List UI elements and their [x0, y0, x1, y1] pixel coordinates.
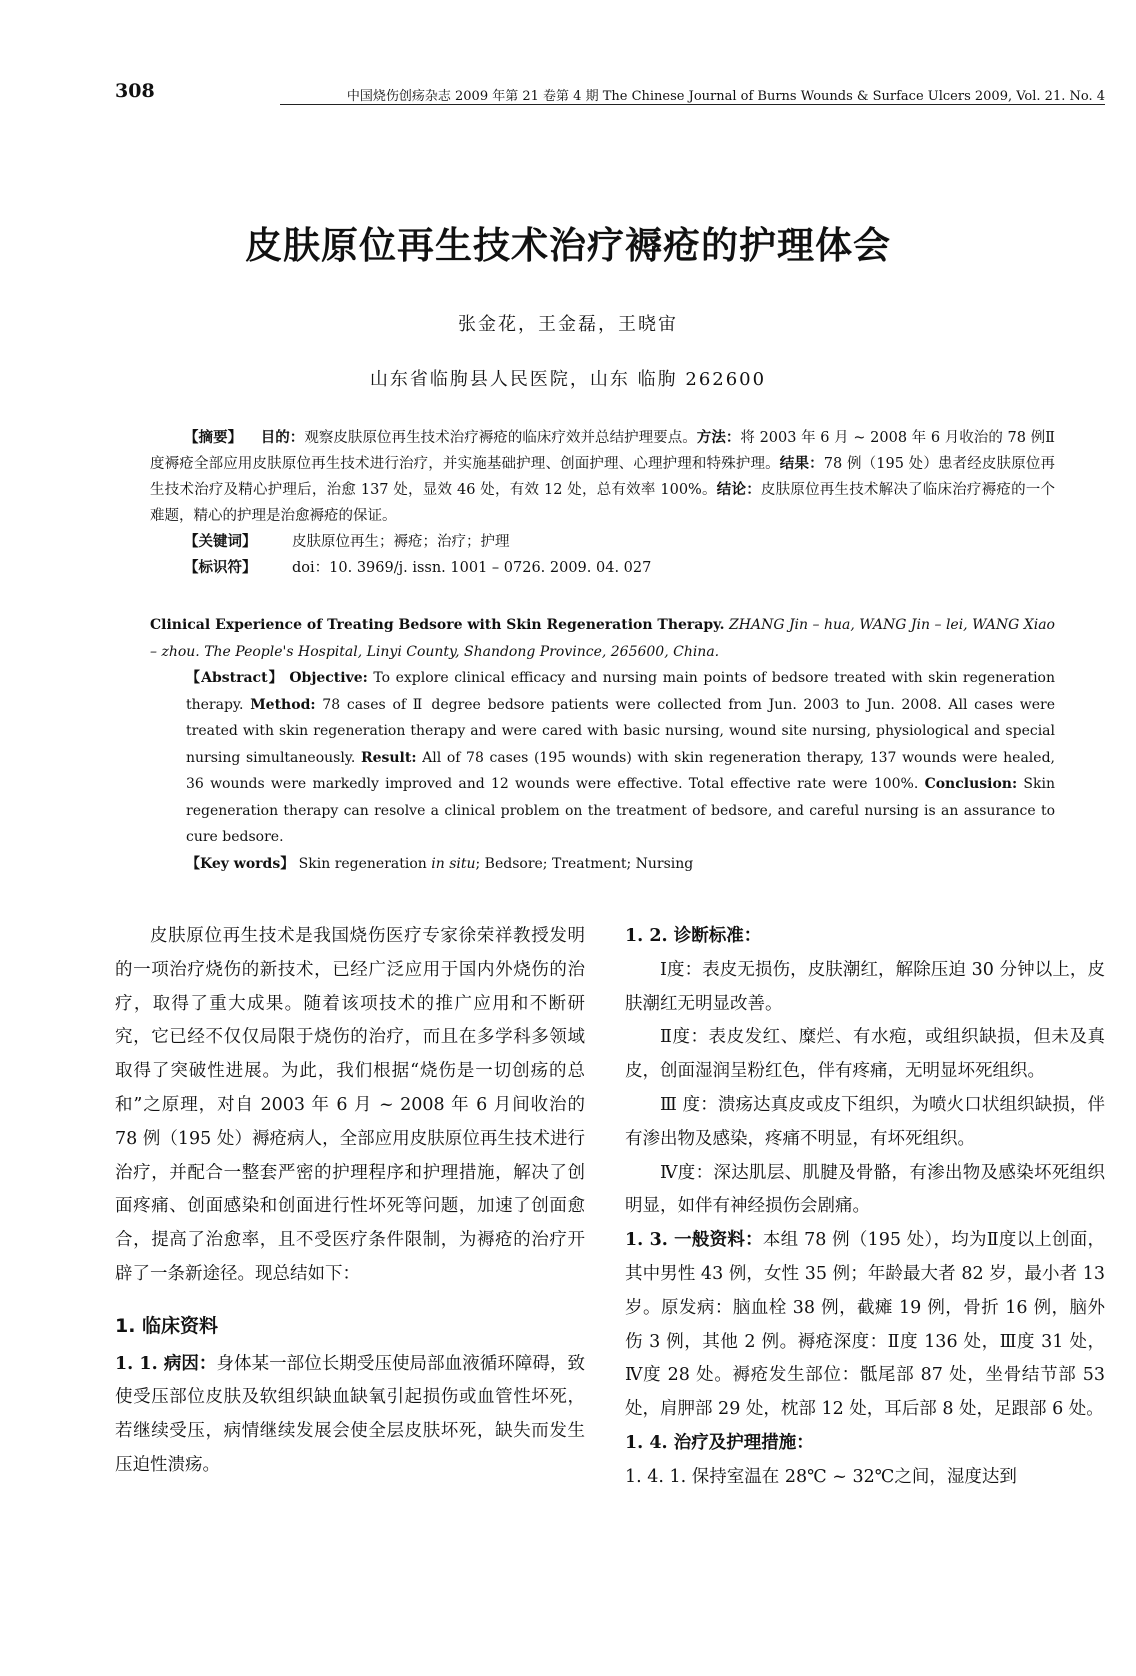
english-keywords-post: ; Bedsore; Treatment; Nursing [475, 855, 694, 872]
keywords-cn-row [184, 529, 1055, 555]
degree-3: Ⅲ 度：溃疡达真皮或皮下组织，为喷火口状组织缺损，伴有渗出物及感染，疼痛不明显，有坏死组织。 [625, 1094, 1105, 1149]
english-method: 78 cases of Ⅱ degree bedsore patients were collected from Jun. 2003 to Jun. 2008. All cases were treated with skin regeneration therapy and were cared with basic nursing, wound site nursing, physiological and special nursing simultaneously. [186, 696, 1055, 766]
keywords-cn-label: 【关键词】 [184, 533, 257, 550]
paper-title: 皮肤原位再生技术治疗褥疮的护理体会 [245, 224, 891, 267]
abstract-cn-label: 【摘要】 [184, 429, 243, 446]
affiliation: 山东省临朐县人民医院，山东 临朐 262600 [369, 369, 767, 390]
section-heading-clinical-data: 1. 临床资料 [115, 1314, 219, 1337]
abstract-cn-result: 78 例（195 处）患者经皮肤原位再生技术治疗及精心护理后，治愈 137 处，显效 46 处，有效 12 处，总有效率 100%。 [150, 456, 1055, 498]
paragraph-1-4-1: 1. 4. 1. 保持室温在 28℃ ~ 32℃之间，湿度达到 [625, 1466, 1017, 1487]
page-number: 308 [115, 80, 155, 102]
abstract-cn-body [150, 425, 1055, 529]
paragraph-general-data [625, 1224, 1105, 1427]
english-objective-label: Objective: [289, 670, 368, 686]
keywords-cn: 皮肤原位再生；褥疮；治疗；护理 [292, 534, 510, 550]
journal-citation: 中国烧伤创疡杂志 2009 年第 21 卷第 4 期 The Chinese Journal of Burns Wounds & Surface Ulcers 2009, Vol. 21. No. 4 [346, 89, 1105, 104]
degree-2: Ⅱ度：表皮发红、糜烂、有水疱，或组织缺损，但未及真皮，创面湿润呈粉红色，伴有疼痛，无明显坏死组织。 [625, 1027, 1105, 1082]
english-objective: To explore clinical efficacy and nursing main points of bedsore treated with skin regeneration therapy. [186, 670, 1056, 713]
treatment-label: 1. 4. 治疗及护理措施： [625, 1432, 814, 1453]
english-abstract-body [186, 665, 1055, 851]
etiology-label: 1. 1. 病因： [115, 1353, 217, 1374]
paragraph-etiology [115, 1348, 585, 1483]
abstract-cn-method-label: 方法： [696, 429, 741, 446]
abstract-cn-objective: 观察皮肤原位再生技术治疗褥疮的临床疗效并总结护理要点。 [304, 430, 697, 446]
english-keywords-pre: Skin regeneration [298, 855, 427, 872]
abstract-cn-conclusion: 皮肤原位再生技术解决了临床治疗褥疮的一个难题，精心的护理是治愈褥疮的保证。 [150, 482, 1056, 524]
abstract-cn-conclusion-label: 结论： [716, 481, 761, 498]
body-column-right [625, 920, 1105, 1495]
english-title: Clinical Experience of Treating Bedsore with Skin Regeneration Therapy. [150, 617, 725, 633]
english-authors: ZHANG Jin – hua, WANG Jin – lei, WANG Xiao – zhou. [150, 617, 1055, 660]
treatment-heading [625, 1427, 1105, 1461]
identifier-label: 【标识符】 [184, 559, 257, 576]
english-keywords-italic: in situ [431, 855, 476, 872]
doi: doi：10. 3969/j. issn. 1001 – 0726. 2009. 04. 027 [292, 560, 652, 576]
abstract-english [150, 612, 1055, 877]
header-rule [280, 104, 1105, 105]
english-abstract-label: 【Abstract】 [186, 670, 284, 686]
general-data-label: 1. 3. 一般资料： [625, 1230, 763, 1251]
running-header [115, 80, 1105, 106]
diagnosis-heading [625, 920, 1105, 954]
degree-1: Ⅰ度：表皮无损伤，皮肤潮红，解除压迫 30 分钟以上，皮肤潮红无明显改善。 [625, 959, 1105, 1014]
english-conclusion: Skin regeneration therapy can resolve a clinical problem on the treatment of bedsore, and careful nursing is an assurance to cure bedsore. [186, 776, 1055, 845]
abstract-cn-method: 将 2003 年 6 月 ~ 2008 年 6 月收治的 78 例Ⅱ度褥疮全部应用皮肤原位再生技术进行治疗，并实施基础护理、创面护理、心理护理和特殊护理。 [150, 430, 1056, 472]
authors: 张金花，王金磊，王晓宙 [458, 314, 678, 335]
body-column-left [115, 920, 585, 1483]
english-method-label: Method: [250, 696, 316, 713]
english-conclusion-label: Conclusion: [924, 776, 1018, 792]
english-keywords-label: 【Key words】 [186, 855, 295, 872]
abstract-cn-result-label: 结果： [779, 455, 824, 472]
abstract-chinese [150, 425, 1055, 581]
abstract-cn-objective-label: 目的： [260, 429, 305, 446]
english-result: All of 78 cases (195 wounds) with skin regeneration therapy, 137 wounds were healed, 36 wounds were markedly improved and 12 wounds were effective. Total effective rate were 100%. [186, 749, 1055, 792]
general-data-text: 本组 78 例（195 处），均为Ⅱ度以上创面，其中男性 43 例，女性 35 例；年龄最大者 82 岁，最小者 13 岁。原发病：脑血栓 38 例，截瘫 19 例，骨折 16 例，脑外伤 3 例，其他 2 例。褥疮深度：Ⅱ度 136 处，Ⅲ度 31 处，Ⅳ度 28 处。褥疮发生部位：骶尾部 87 处，坐骨结节部 53 处，肩胛部 29 处，枕部 12 处，耳后部 8 处，足跟部 6 处。 [625, 1230, 1105, 1420]
etiology-text: 身体某一部位长期受压使局部血液循环障碍，致使受压部位皮肤及软组织缺血缺氧引起损伤或血管性坏死，若继续受压，病情继续发展会使全层皮肤坏死，缺失而发生压迫性溃疡。 [115, 1353, 585, 1475]
diagnosis-label: 1. 2. 诊断标准： [625, 926, 762, 946]
english-title-block [150, 612, 1055, 665]
english-affiliation: The People's Hospital, Linyi County, Shandong Province, 265600, China. [204, 643, 720, 660]
degree-4: Ⅳ度：深达肌层、肌腱及骨骼，有渗出物及感染坏死组织明显，如伴有神经损伤会剧痛。 [625, 1162, 1105, 1217]
english-keywords-row [186, 851, 1055, 878]
english-result-label: Result: [360, 749, 417, 766]
identifier-row [184, 555, 1055, 581]
intro-paragraph: 皮肤原位再生技术是我国烧伤医疗专家徐荣祥教授发明的一项治疗烧伤的新技术，已经广泛应用于国内外烧伤的治疗，取得了重大成果。随着该项技术的推广应用和不断研究，它已经不仅仅局限于烧伤的治疗，而且在多学科多领域取得了突破性进展。为此，我们根据“烧伤是一切创疡的总和”之原理，对自 2003 年 6 月 ~ 2008 年 6 月间收治的 78 例（195 处）褥疮病人，全部应用皮肤原位再生技术进行治疗，并配合一整套严密的护理程序和护理措施，解决了创面疼痛、创面感染和创面进行性坏死等问题，加速了创面愈合，提高了治愈率，且不受医疗条件限制，为褥疮的治疗开辟了一条新途径。现总结如下： [115, 926, 585, 1284]
